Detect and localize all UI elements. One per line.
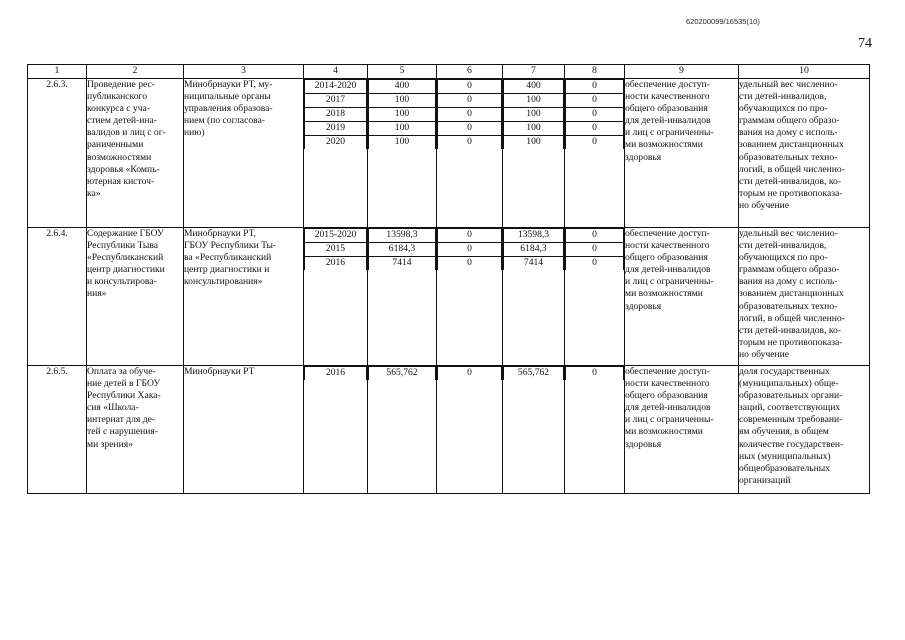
year-line	[566, 80, 624, 94]
value-c5: 100	[369, 94, 436, 108]
year-line	[369, 122, 436, 136]
value-year: 2019	[305, 122, 367, 136]
value-c7: 100	[504, 136, 564, 150]
value-year: 2016	[305, 367, 367, 381]
column-header: 5	[368, 65, 437, 79]
column-header: 1	[28, 65, 87, 79]
year-line	[305, 367, 367, 381]
year-line	[305, 136, 367, 150]
executor-cell-line: Минобрнауки РТ, му-	[184, 79, 273, 90]
event-cell-line: Республики Хака-	[87, 390, 161, 402]
stack-cell-c6	[437, 366, 503, 494]
stack-cell-c7	[503, 79, 565, 228]
value-c6: 0	[438, 122, 502, 136]
value-c8: 0	[566, 367, 624, 381]
value-c5: 100	[369, 136, 436, 150]
indicator-cell-line: зованием дистанционных	[739, 288, 844, 300]
value-c7: 6184,3	[504, 243, 564, 257]
row-id-cell	[28, 366, 87, 494]
value-year: 2020	[305, 136, 367, 150]
stack-cell-c8	[565, 79, 625, 228]
result-cell-line: и лиц с ограниченны-	[625, 127, 714, 139]
year-line	[566, 257, 624, 271]
year-line	[504, 257, 564, 271]
year-stack	[304, 228, 367, 270]
year-line	[566, 94, 624, 108]
result-cell-line: для детей-инвалидов	[625, 402, 711, 414]
result-cell-line: ности качественного	[625, 91, 710, 103]
executor-cell-line: центр диагностики и	[184, 264, 270, 276]
result-cell-line: ми возможностями	[625, 426, 703, 438]
year-line	[566, 122, 624, 136]
year-line	[504, 136, 564, 150]
stack-cell-year	[304, 79, 368, 228]
event-cell-line: тей с нарушения-	[87, 426, 159, 438]
column-header: 6	[437, 65, 503, 79]
result-cell-line: ми возможностями	[625, 139, 703, 151]
stack-cell-c6	[437, 228, 503, 366]
year-stack	[368, 228, 436, 270]
value-year: 2015	[305, 243, 367, 257]
executor-cell-line: ниципальные органы	[184, 91, 271, 103]
indicator-cell-line: граммам общего образо-	[739, 115, 840, 127]
year-line	[438, 108, 502, 122]
result-cell-line: обеспечение доступ-	[625, 366, 710, 377]
value-c8: 0	[566, 122, 624, 136]
header-row	[28, 65, 870, 79]
year-line	[438, 136, 502, 150]
result-cell-line: здоровья	[625, 300, 662, 312]
result-cell-line: здоровья	[625, 438, 662, 450]
year-stack	[565, 228, 624, 270]
indicator-cell-line: (муниципальных) обще-	[739, 378, 839, 390]
event-cell-line: конкурса с уча-	[87, 103, 150, 115]
executor-cell-line: Минобрнауки РТ,	[184, 228, 256, 239]
indicator-cell-line: организаций	[739, 474, 791, 486]
indicator-cell-line: граммам общего образо-	[739, 264, 840, 276]
indicator-cell-line: количестве государствен-	[739, 438, 844, 450]
year-line	[369, 257, 436, 271]
value-c8: 0	[566, 229, 624, 243]
year-line	[369, 243, 436, 257]
event-cell	[87, 228, 184, 366]
result-cell-line: для детей-инвалидов	[625, 264, 711, 276]
value-c6: 0	[438, 257, 502, 271]
executor-cell	[184, 366, 304, 494]
executor-cell-line: управления образова-	[184, 103, 273, 115]
result-cell-line: для детей-инвалидов	[625, 115, 711, 127]
event-cell-line: и консультирова-	[87, 276, 157, 288]
event-cell	[87, 79, 184, 228]
value-c6: 0	[438, 94, 502, 108]
executor-cell-line: консультирования»	[184, 276, 263, 288]
result-cell-line: ности качественного	[625, 378, 710, 390]
indicator-cell-line: общеобразовательных	[739, 462, 830, 474]
indicator-cell-line: сти детей-инвалидов,	[739, 240, 827, 252]
result-cell-line: здоровья	[625, 151, 662, 163]
column-header: 3	[184, 65, 304, 79]
year-line	[504, 80, 564, 94]
year-stack	[304, 366, 367, 380]
row-id: 2.6.4.	[46, 228, 68, 239]
value-year: 2016	[305, 257, 367, 271]
year-line	[504, 367, 564, 381]
year-line	[305, 122, 367, 136]
year-line	[305, 80, 367, 94]
indicator-cell-line: логий, в общей численно-	[739, 163, 845, 175]
indicator-cell-line: сти детей-инвалидов,	[739, 91, 827, 103]
indicator-cell-line: торым не противопоказа-	[739, 187, 843, 199]
stack-cell-year	[304, 366, 368, 494]
year-stack	[437, 79, 502, 149]
row-id: 2.6.3.	[46, 79, 68, 90]
value-c5: 7414	[369, 257, 436, 271]
event-cell-line: валидов и лиц с ог-	[87, 127, 166, 139]
event-cell-line: интернат для де-	[87, 414, 156, 426]
indicator-cell-line: доля государственных	[739, 366, 830, 377]
value-year: 2018	[305, 108, 367, 122]
year-stack	[437, 366, 502, 380]
year-line	[369, 229, 436, 243]
program-table	[27, 64, 870, 494]
executor-cell-line: Минобрнауки РТ	[184, 366, 255, 377]
year-stack	[304, 79, 367, 149]
stack-cell-year	[304, 228, 368, 366]
executor-cell-line: ГБОУ Республики Ты-	[184, 240, 277, 252]
year-line	[305, 94, 367, 108]
value-c8: 0	[566, 108, 624, 122]
indicator-cell-line: сти детей-инвалидов, ко-	[739, 175, 842, 187]
year-line	[566, 229, 624, 243]
value-c7: 100	[504, 122, 564, 136]
year-line	[369, 108, 436, 122]
document-number: 620200099/16535(10)	[686, 17, 760, 26]
value-year: 2014-2020	[305, 80, 367, 94]
event-cell-line: Оплата за обуче-	[87, 366, 156, 377]
year-stack	[368, 366, 436, 380]
row-id-cell	[28, 79, 87, 228]
value-c8: 0	[566, 94, 624, 108]
indicator-cell	[739, 228, 870, 366]
event-cell-line: публиканского	[87, 91, 147, 103]
result-cell-line: обеспечение доступ-	[625, 228, 710, 239]
year-stack	[368, 79, 436, 149]
value-c5: 100	[369, 108, 436, 122]
event-cell-line: стием детей-ина-	[87, 115, 157, 127]
event-cell-line: раниченными	[87, 139, 144, 151]
event-cell-line: сия «Школа-	[87, 402, 139, 414]
value-c8: 0	[566, 80, 624, 94]
indicator-cell	[739, 366, 870, 494]
result-cell-line: общего образования	[625, 252, 708, 264]
event-cell-line: ния»	[87, 288, 107, 300]
year-stack	[503, 79, 564, 149]
year-line	[369, 367, 436, 381]
executor-cell	[184, 228, 304, 366]
indicator-cell-line: образовательных техно-	[739, 300, 838, 312]
indicator-cell-line: обучающихся по про-	[739, 103, 828, 115]
value-c6: 0	[438, 136, 502, 150]
indicator-cell-line: логий, в общей численно-	[739, 312, 845, 324]
indicator-cell-line: вания на дому с исполь-	[739, 127, 838, 139]
year-line	[438, 80, 502, 94]
value-c6: 0	[438, 80, 502, 94]
year-line	[438, 94, 502, 108]
value-c6: 0	[438, 367, 502, 381]
table-row	[28, 366, 870, 494]
result-cell	[625, 79, 739, 228]
year-line	[504, 243, 564, 257]
event-cell-line: Проведение рес-	[87, 79, 155, 90]
column-header: 9	[625, 65, 739, 79]
year-line	[369, 136, 436, 150]
row-id: 2.6.5.	[46, 366, 68, 377]
column-header: 7	[503, 65, 565, 79]
indicator-cell-line: торым не противопоказа-	[739, 336, 843, 348]
stack-cell-c6	[437, 79, 503, 228]
value-c7: 100	[504, 108, 564, 122]
year-line	[305, 108, 367, 122]
column-header: 8	[565, 65, 625, 79]
event-cell	[87, 366, 184, 494]
year-line	[438, 229, 502, 243]
indicator-cell-line: зованием дистанционных	[739, 139, 844, 151]
event-cell-line: центр диагностики	[87, 264, 165, 276]
value-c8: 0	[566, 257, 624, 271]
table-row	[28, 228, 870, 366]
value-c7: 13598,3	[504, 229, 564, 243]
year-line	[566, 367, 624, 381]
year-line	[438, 122, 502, 136]
value-c8: 0	[566, 136, 624, 150]
year-line	[438, 243, 502, 257]
value-c6: 0	[438, 108, 502, 122]
year-line	[305, 229, 367, 243]
indicator-cell-line: удельный вес численно-	[739, 228, 838, 239]
executor-cell-line: нию)	[184, 127, 205, 139]
column-header: 2	[87, 65, 184, 79]
value-c6: 0	[438, 243, 502, 257]
row-id-cell	[28, 228, 87, 366]
page-number: 74	[858, 36, 872, 51]
value-year: 2017	[305, 94, 367, 108]
stack-cell-c5	[368, 79, 437, 228]
year-stack	[565, 79, 624, 149]
stack-cell-c5	[368, 228, 437, 366]
indicator-cell-line: вания на дому с исполь-	[739, 276, 838, 288]
event-cell-line: ютерная кисточ-	[87, 175, 155, 187]
column-header: 4	[304, 65, 368, 79]
event-cell-line: здоровья «Компь-	[87, 163, 160, 175]
value-c7: 7414	[504, 257, 564, 271]
indicator-cell-line: сти детей-инвалидов, ко-	[739, 324, 842, 336]
value-c5: 13598,3	[369, 229, 436, 243]
stack-cell-c8	[565, 366, 625, 494]
stack-cell-c7	[503, 366, 565, 494]
year-line	[504, 108, 564, 122]
event-cell-line: ми зрения»	[87, 438, 133, 450]
value-c8: 0	[566, 243, 624, 257]
indicator-cell-line: ям обучения, в общем	[739, 426, 829, 438]
indicator-cell-line: но обучение	[739, 199, 790, 211]
result-cell-line: и лиц с ограниченны-	[625, 414, 714, 426]
value-c5: 6184,3	[369, 243, 436, 257]
year-line	[305, 243, 367, 257]
executor-cell	[184, 79, 304, 228]
result-cell	[625, 366, 739, 494]
value-c7: 565,762	[504, 367, 564, 381]
value-c5: 400	[369, 80, 436, 94]
executor-cell-line: нием (по согласова-	[184, 115, 265, 127]
year-stack	[503, 228, 564, 270]
value-c7: 100	[504, 94, 564, 108]
event-cell-line: ка»	[87, 187, 101, 199]
year-line	[369, 80, 436, 94]
indicator-cell	[739, 79, 870, 228]
stack-cell-c8	[565, 228, 625, 366]
indicator-cell-line: современным требовани-	[739, 414, 843, 426]
year-line	[438, 367, 502, 381]
year-line	[566, 243, 624, 257]
year-line	[438, 257, 502, 271]
indicator-cell-line: ных (муниципальных)	[739, 450, 831, 462]
year-stack	[565, 366, 624, 380]
indicator-cell-line: образовательных техно-	[739, 151, 838, 163]
year-line	[566, 136, 624, 150]
value-c7: 400	[504, 80, 564, 94]
executor-cell-line: ва «Республиканский	[184, 252, 272, 264]
stack-cell-c7	[503, 228, 565, 366]
year-line	[369, 94, 436, 108]
year-line	[566, 108, 624, 122]
event-cell-line: ние детей в ГБОУ	[87, 378, 161, 390]
indicator-cell-line: удельный вес численно-	[739, 79, 838, 90]
stack-cell-c5	[368, 366, 437, 494]
indicator-cell-line: заций, соответствующих	[739, 402, 841, 414]
event-cell-line: возможностями	[87, 151, 152, 163]
indicator-cell-line: образовательных органи-	[739, 390, 843, 402]
result-cell-line: общего образования	[625, 103, 708, 115]
indicator-cell-line: обучающихся по про-	[739, 252, 828, 264]
result-cell-line: общего образования	[625, 390, 708, 402]
event-cell-line: «Республиканский	[87, 252, 164, 264]
year-line	[504, 229, 564, 243]
year-stack	[503, 366, 564, 380]
value-c5: 565,762	[369, 367, 436, 381]
year-line	[305, 257, 367, 271]
year-line	[504, 122, 564, 136]
year-stack	[437, 228, 502, 270]
value-c5: 100	[369, 122, 436, 136]
result-cell-line: ности качественного	[625, 240, 710, 252]
value-c6: 0	[438, 229, 502, 243]
event-cell-line: Содержание ГБОУ	[87, 228, 164, 239]
result-cell-line: обеспечение доступ-	[625, 79, 710, 90]
result-cell	[625, 228, 739, 366]
indicator-cell-line: но обучение	[739, 348, 790, 360]
result-cell-line: и лиц с ограниченны-	[625, 276, 714, 288]
year-line	[504, 94, 564, 108]
value-year: 2015-2020	[305, 229, 367, 243]
event-cell-line: Республики Тыва	[87, 240, 159, 252]
table-row	[28, 79, 870, 228]
column-header: 10	[739, 65, 870, 79]
result-cell-line: ми возможностями	[625, 288, 703, 300]
